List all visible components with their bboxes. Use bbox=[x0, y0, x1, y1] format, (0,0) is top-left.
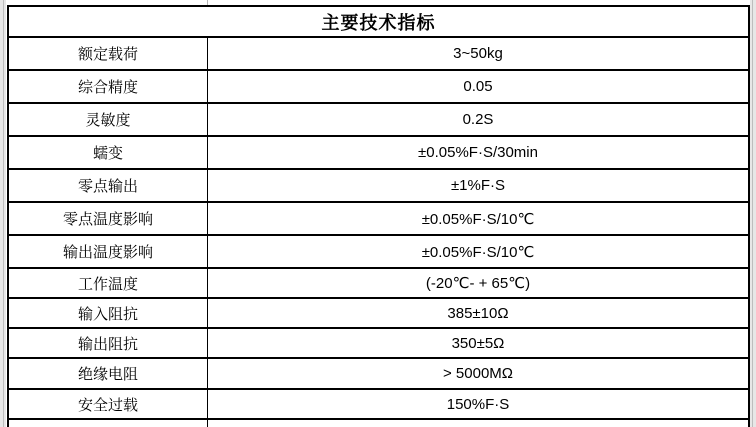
param-label: 安全过载 bbox=[9, 390, 208, 418]
param-value: 385±10Ω bbox=[447, 304, 509, 322]
param-label: 绝缘电阻 bbox=[9, 359, 208, 388]
param-label: 输出温度影响 bbox=[9, 236, 208, 267]
table-row bbox=[9, 329, 748, 359]
spec-table bbox=[7, 5, 750, 427]
table-row bbox=[9, 269, 748, 299]
param-value: ±0.05%F·S/30min bbox=[418, 144, 538, 161]
param-label: 输出阻抗 bbox=[9, 329, 208, 357]
table-row bbox=[9, 38, 748, 71]
param-value: 150%F·S bbox=[446, 395, 510, 413]
param-value: 0.05 bbox=[463, 78, 493, 95]
param-value: ±1%F·S bbox=[450, 177, 506, 194]
param-value-empty bbox=[208, 420, 748, 427]
table-title-row bbox=[9, 7, 748, 38]
param-label: 灵敏度 bbox=[9, 104, 208, 135]
param-label: 综合精度 bbox=[9, 71, 208, 102]
right-gutter-line bbox=[752, 0, 753, 427]
param-label: 蠕变 bbox=[9, 137, 208, 168]
right-gutter bbox=[750, 0, 756, 427]
param-value: > 5000MΩ bbox=[442, 365, 513, 382]
table-row bbox=[9, 170, 748, 203]
table-row bbox=[9, 359, 748, 390]
param-label: 输入阻抗 bbox=[9, 299, 208, 327]
table-row bbox=[9, 137, 748, 170]
table-row bbox=[9, 71, 748, 104]
param-value: ±0.05%F·S/10℃ bbox=[421, 243, 535, 261]
param-label: 工作温度 bbox=[9, 269, 208, 297]
table-row bbox=[9, 299, 748, 329]
param-value: (-20℃- + 65℃) bbox=[425, 275, 531, 292]
left-gutter bbox=[0, 0, 6, 427]
table-row bbox=[9, 236, 748, 269]
table-row bbox=[9, 390, 748, 420]
param-value: 0.2S bbox=[462, 111, 494, 128]
param-value: 3~50kg bbox=[453, 45, 503, 62]
table-row bbox=[9, 104, 748, 137]
param-label-empty bbox=[9, 420, 208, 427]
param-label: 零点温度影响 bbox=[9, 203, 208, 234]
param-value: ±0.05%F·S/10℃ bbox=[421, 210, 535, 228]
table-row-cropped bbox=[9, 420, 748, 427]
left-gutter-line bbox=[3, 0, 4, 427]
table-row bbox=[9, 203, 748, 236]
param-label: 零点输出 bbox=[9, 170, 208, 201]
table-title: 主要技术指标 bbox=[321, 12, 436, 33]
param-value: 350±5Ω bbox=[451, 334, 505, 352]
param-label: 额定载荷 bbox=[9, 38, 208, 69]
